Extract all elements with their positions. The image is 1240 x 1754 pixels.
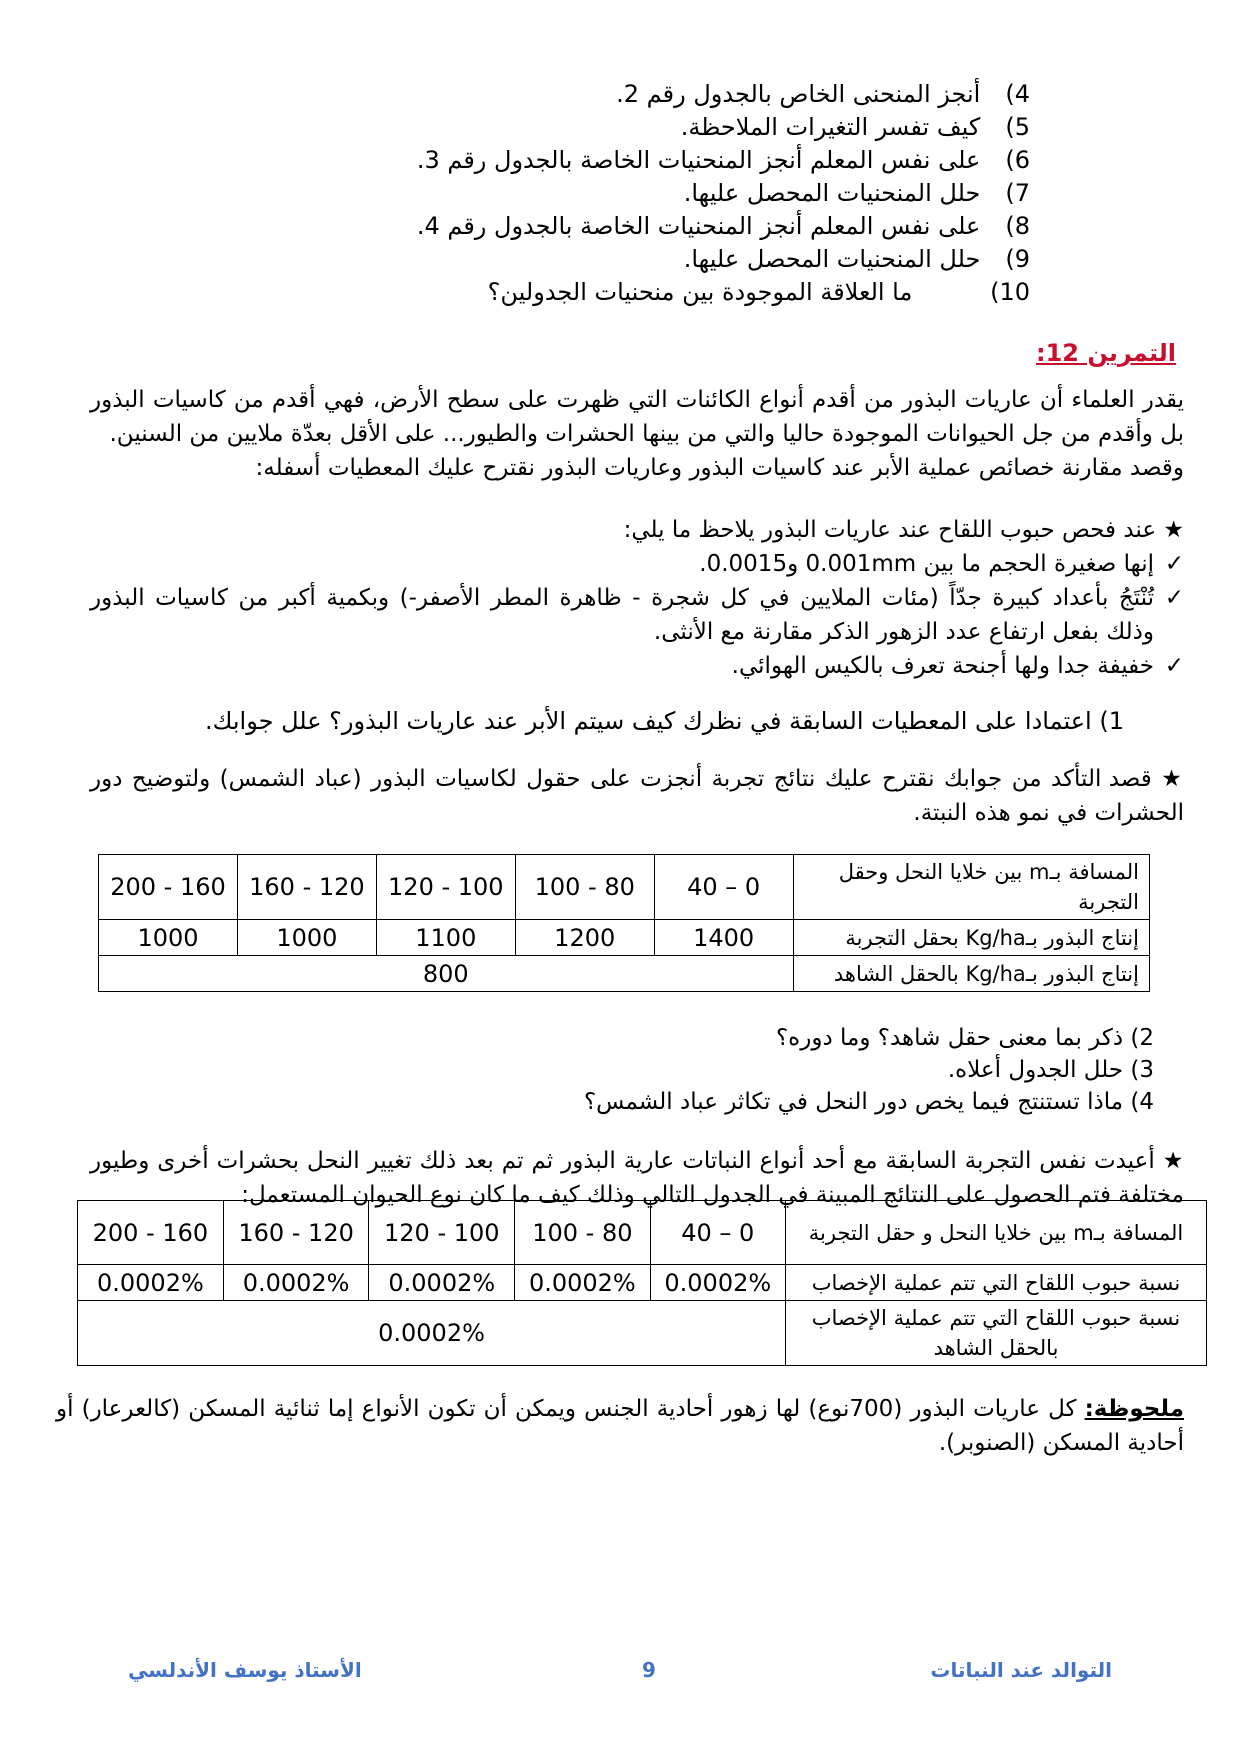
table2-row2-label: نسبة حبوب اللقاح التي تتم عملية الإخصاب بالحقل الشاهد [786,1301,1207,1366]
footer-page-number: 9 [642,1658,656,1682]
exercise-title: التمرين 12: [1035,339,1176,367]
star-bullet-3: ★ أعيدت نفس التجربة السابقة مع أحد أنواع النباتات عارية البذور ثم تم بعد ذلك تغيير النحل بحشرات أخرى وطيور مختلفة فتم الحصول على النتائج المبينة في الجدول التالي وذلك كيف ما كان نوع الحيوان المستعمل: [90,1148,1184,1208]
note-text: كل عاريات البذور (700نوع) لها زهور أحادية الجنس ويمكن أن تكون الأنواع إما ثنائية المسكن (كالعرعار) أو أحادية المسكن (الصنوبر). [56,1396,1184,1456]
table2-cell: 0.0002% [223,1265,369,1301]
table1-distance: 120 - 160 [237,855,376,920]
table1-cell: 1000 [237,920,376,956]
checkmark-icon: ✓ [1164,585,1184,611]
question-4: 4) أنجز المنحنى الخاص بالجدول رقم 2. [616,80,1030,108]
table1-row1-label: إنتاج البذور بـKg/ha بحقل التجربة [793,920,1149,956]
check-item-2: ✓ تُنْتَجُ بأعداد كبيرة جدّاً (مئات الملايين في كل شجرة - ظاهرة المطر الأصفر-) وبكمية أكبر من كاسيات البذور وذلك بفعل ارتفاع عدد الزهور الذكر مقارنة مع الأنثى. [90,581,1184,649]
note [56,1392,1184,1460]
checkmark-icon: ✓ [1164,551,1184,577]
table2-header-label: المسافة بـm بين خلايا النحل و حقل التجربة [786,1201,1207,1265]
question-4b: 4) ماذا تستنتج فيما يخص دور النحل في تكاثر عباد الشمس؟ [583,1089,1154,1115]
question-7: 7) حلل المنحنيات المحصل عليها. [683,179,1030,207]
table2-cell: 0.0002% [515,1265,650,1301]
table1-header-label: المسافة بـm بين خلايا النحل وحقل التجربة [793,855,1149,920]
results-table-2 [77,1200,1207,1366]
question-1: 1) اعتمادا على المعطيات السابقة في نظرك كيف سيتم الأبر عند عاريات البذور؟ علل جوابك. [205,707,1124,735]
check-item-3: ✓ خفيفة جدا ولها أجنحة تعرف بالكيس الهوائي. [90,649,1184,683]
top-questions [90,78,1184,309]
page-content [90,78,1184,1212]
table2-row1-label: نسبة حبوب اللقاح التي تتم عملية الإخصاب [786,1265,1207,1301]
question-2: 2) ذكر بما معنى حقل شاهد؟ وما دوره؟ [775,1025,1154,1051]
table2-distance: 80 - 100 [515,1201,650,1265]
results-table-1 [98,854,1150,992]
note-label: ملحوظة: [1084,1396,1184,1422]
table1-row2-label: إنتاج البذور بـKg/ha بالحقل الشاهد [793,956,1149,992]
star-icon: ★ [1161,766,1184,792]
sub-questions [90,1022,1184,1118]
question-6: 6) على نفس المعلم أنجز المنحنيات الخاصة بالجدول رقم 3. [416,146,1030,174]
table1-control-value: 800 [99,956,794,992]
question-5: 5) كيف تفسر التغيرات الملاحظة. [680,113,1030,141]
table2-distance: 100 - 120 [369,1201,515,1265]
table2-distance: 0 – 40 [650,1201,785,1265]
table1-cell: 1400 [654,920,793,956]
table2-distance: 160 - 200 [78,1201,224,1265]
table1-distance: 0 – 40 [654,855,793,920]
question-10: 10) ما العلاقة الموجودة بين منحنيات الجدولين؟ [487,278,1030,306]
table1-cell: 1100 [376,920,515,956]
table2-cell: 0.0002% [650,1265,785,1301]
question-9: 9) حلل المنحنيات المحصل عليها. [683,245,1030,273]
table1-distance: 160 - 200 [99,855,238,920]
footer-author: الأستاذ يوسف الأندلسي [128,1658,362,1682]
checkmark-icon: ✓ [1164,653,1184,679]
question-3: 3) حلل الجدول أعلاه. [947,1057,1154,1083]
table1-cell: 1000 [99,920,238,956]
table2-cell: 0.0002% [369,1265,515,1301]
star-bullet-2: ★ قصد التأكد من جوابك نقترح عليك نتائج تجربة أنجزت على حقول لكاسيات البذور (عباد الشمس) ولتوضيح دور الحشرات في نمو هذه النبتة. [90,766,1184,826]
table1-cell: 1200 [515,920,654,956]
check-item-1: ✓ إنها صغيرة الحجم ما بين 0.001mm و0.0015. [90,547,1184,581]
table2-control-value: 0.0002% [78,1301,786,1366]
star-icon: ★ [1162,1148,1184,1174]
table1-distance: 80 - 100 [515,855,654,920]
question-8: 8) على نفس المعلم أنجز المنحنيات الخاصة بالجدول رقم 4. [416,212,1030,240]
star-icon: ★ [1163,517,1184,543]
table2-distance: 120 - 160 [223,1201,369,1265]
table1-distance: 100 - 120 [376,855,515,920]
intro-paragraph-2: وقصد مقارنة خصائص عملية الأبر عند كاسيات البذور وعاريات البذور نقترح عليك المعطيات أسفله: [255,455,1184,481]
intro-paragraph: يقدر العلماء أن عاريات البذور من أقدم أنواع الكائنات التي ظهرت على سطح الأرض، فهي أقدم من كاسيات البذور بل وأقدم من جل الحيوانات الموجودة حاليا والتي من بينها الحشرات والطيور... على الأقل بعدّة ملايين من السنين. [90,387,1184,447]
table2-cell: 0.0002% [78,1265,224,1301]
footer-subject: التوالد عند النباتات [930,1658,1112,1682]
star-bullet-1: ★ عند فحص حبوب اللقاح عند عاريات البذور يلاحظ ما يلي: [623,517,1184,543]
